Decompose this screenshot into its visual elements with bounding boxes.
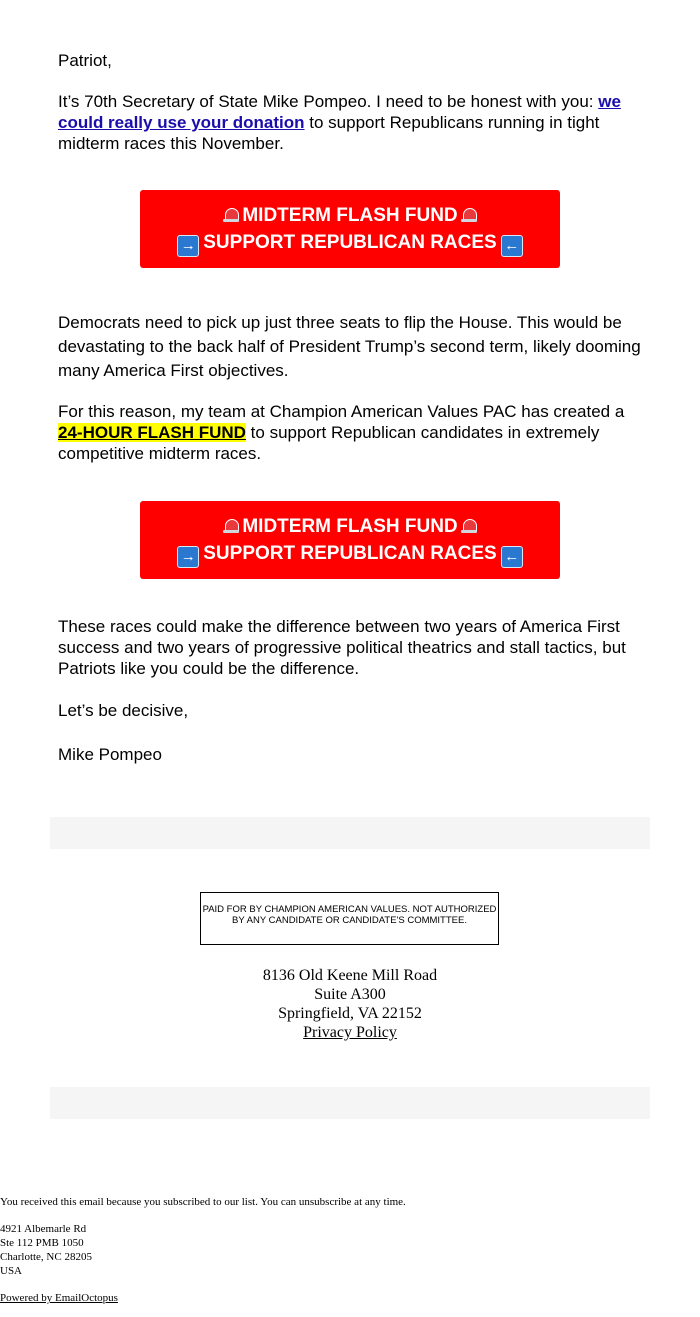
mailer-address-line-4: USA [0,1265,23,1277]
cta-line-2 [140,231,560,257]
right-arrow-icon: → [177,546,199,568]
greeting: Patriot, [58,51,112,70]
right-arrow-icon: → [177,235,199,257]
mailer-footer [0,1195,700,1305]
address-line-1: 8136 Old Keene Mill Road [262,967,438,984]
divider-band [50,817,650,849]
intro-text: It’s 70th Secretary of State Mike Pompeo. I need to be honest with you: [58,92,594,111]
donate-button[interactable] [140,501,560,579]
siren-icon [460,518,478,534]
closing: Let’s be decisive, [58,701,189,720]
paragraph-democrats: Democrats need to pick up just three seats to flip the House. This would be devastating to the back half of President Trump’s second term, likely dooming many America First objectives. [58,313,641,380]
org-address [0,966,700,1042]
mailer-address-line-2: Ste 112 PMB 1050 [0,1237,84,1249]
siren-icon [460,207,478,223]
left-arrow-icon: ← [501,235,523,257]
donation-link[interactable]: we could really use your donation [58,92,621,132]
address-line-3: Springfield, VA 22152 [278,1005,422,1022]
intro-rest: to support Republicans running in tight midterm races this November. [58,113,600,153]
address-line-2: Suite A300 [314,986,386,1003]
paragraph-intro [58,91,648,154]
cta-subtitle: SUPPORT REPUBLICAN RACES [203,232,497,253]
privacy-policy-link[interactable]: Privacy Policy [303,1024,397,1041]
signature: Mike Pompeo [58,745,162,764]
cta-line-1 [140,204,560,228]
siren-icon [222,518,240,534]
siren-icon [222,207,240,223]
cta-line-1 [140,515,560,539]
flash-fund-intro: For this reason, my team at Champion American Values PAC has created a [58,402,625,421]
paragraph-races: These races could make the difference between two years of America First success and two years of progressive political theatrics and stall tactics, but Patriots like you could be the difference. [58,617,626,678]
left-arrow-icon: ← [501,546,523,568]
flash-fund-rest: to support Republican candidates in extremely competitive midterm races. [58,423,600,463]
cta-line-2 [140,542,560,568]
cta-title: MIDTERM FLASH FUND [242,205,458,226]
powered-by-link[interactable]: Powered by EmailOctopus [0,1292,118,1304]
divider-band [50,1087,650,1119]
mailer-address-line-3: Charlotte, NC 28205 [0,1251,92,1263]
cta-subtitle: SUPPORT REPUBLICAN RACES [203,543,497,564]
cta-title: MIDTERM FLASH FUND [242,516,458,537]
paragraph-flash-fund [58,401,648,464]
donate-button[interactable] [140,190,560,268]
paid-for-disclaimer: PAID FOR BY CHAMPION AMERICAN VALUES. NOT AUTHORIZED BY ANY CANDIDATE OR CANDIDATE'S COMMITTEE. [200,892,499,945]
subscription-notice: You received this email because you subscribed to our list. You can unsubscribe at any time. [0,1196,406,1208]
mailer-address-line-1: 4921 Albemarle Rd [0,1223,87,1235]
flash-fund-highlight: 24-HOUR FLASH FUND [58,423,246,442]
